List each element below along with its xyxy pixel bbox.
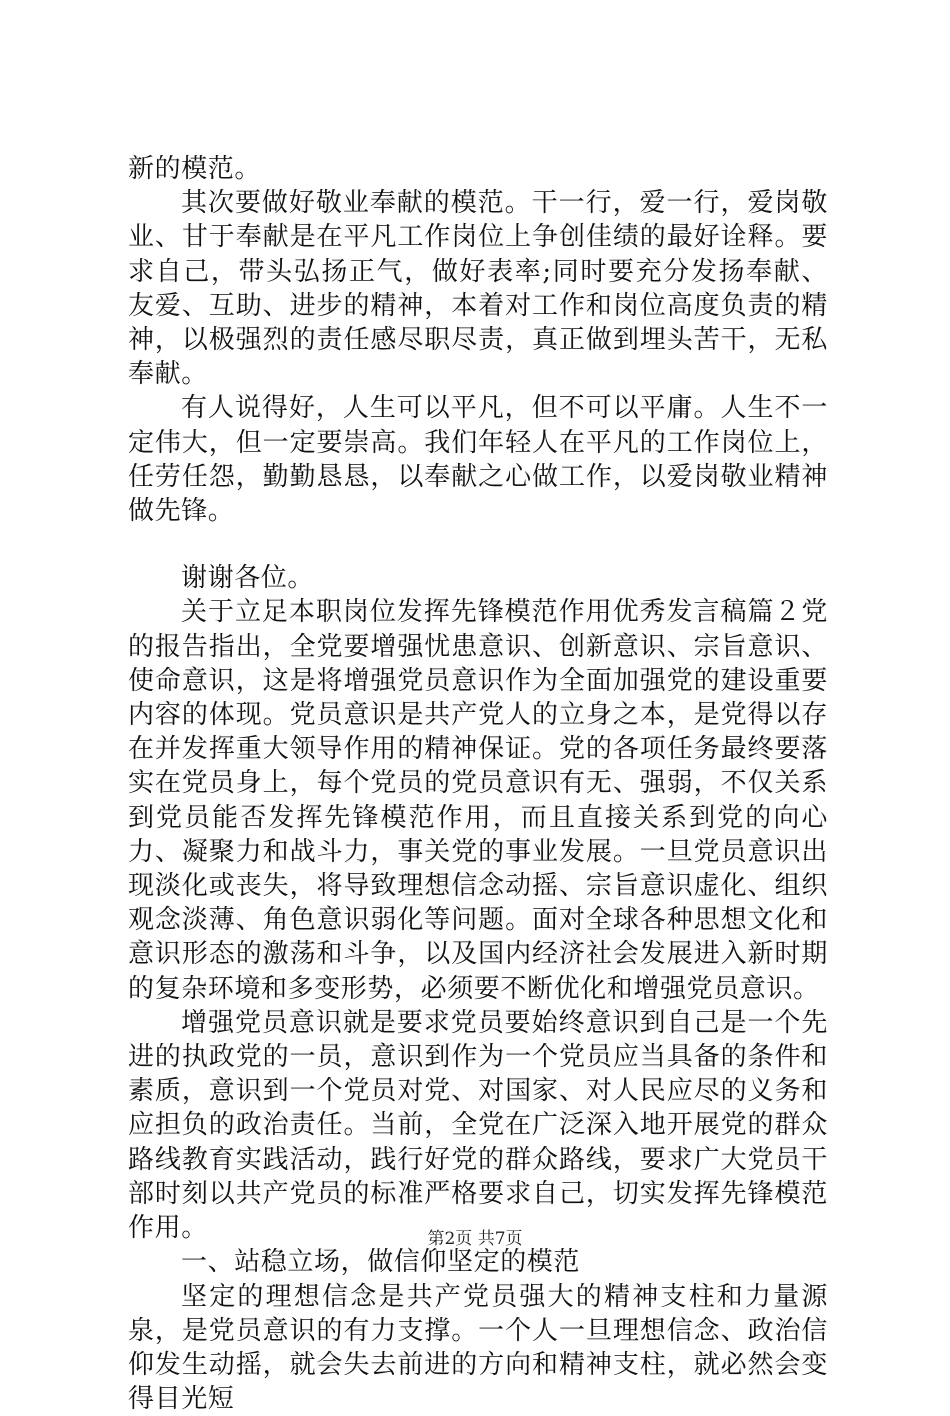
paragraph-party-report: 关于立足本职岗位发挥先锋模范作用优秀发言稿篇２党的报告指出，全党要增强忧患意识、创新意识、宗旨意识、使命意识，这是将增强党员意识作为全面加强党的建设重要内容的体现。党员意识是共产党人的立身之本，是党得以存在并发挥重大领导作用的精神保证。党的各项任务最终要落实在党员身上，每个党员的党员意识有无、强弱，不仅关系到党员能否发挥先锋模范作用，而且直接关系到党的向心力、凝聚力和战斗力，事关党的事业发展。一旦党员意识出现淡化或丧失，将导致理想信念动摇、宗旨意识虚化、组织观念淡薄、角色意识弱化等问题。面对全球各种思想文化和意识形态的激荡和斗争，以及国内经济社会发展进入新时期的复杂环境和多变形势，必须要不断优化和增强党员意识。 [128, 595, 828, 1005]
section-heading: 一、站稳立场，做信仰坚定的模范 [128, 1245, 828, 1279]
paragraph-ordinary-life: 有人说得好，人生可以平凡，但不可以平庸。人生不一定伟大，但一定要崇高。我们年轻人在平凡的工作岗位上，任劳任怨，勤勤恳恳，以奉献之心做工作，以爱岗敬业精神做先锋。 [128, 391, 828, 528]
paragraph-ideals: 坚定的理想信念是共产党员强大的精神支柱和力量源泉，是党员意识的有力支撑。一个人一旦理想信念、政治信仰发生动摇，就会失去前进的方向和精神支柱，就必然会变得目光短 [128, 1280, 828, 1416]
paragraph-gap [128, 528, 828, 561]
paragraph-continuation: 新的模范。 [128, 152, 828, 186]
paragraph-thanks: 谢谢各位。 [128, 561, 828, 595]
paragraph-party-awareness: 增强党员意识就是要求党员要始终意识到自己是一个先进的执政党的一员，意识到作为一个党员应当具备的条件和素质，意识到一个党员对党、对国家、对人民应尽的义务和应担负的政治责任。当前，全党在广泛深入地开展党的群众路线教育实践活动，践行好党的群众路线，要求广大党员干部时刻以共产党员的标准严格要求自己，切实发挥先锋模范作用。 [128, 1006, 828, 1245]
paragraph-dedication: 其次要做好敬业奉献的模范。干一行，爱一行，爱岗敬业、甘于奉献是在平凡工作岗位上争创佳绩的最好诠释。要求自己，带头弘扬正气，做好表率;同时要充分发扬奉献、友爱、互助、进步的精神，本着对工作和岗位高度负责的精神，以极强烈的责任感尽职尽责，真正做到埋头苦干，无私奉献。 [128, 186, 828, 391]
page-number-footer: 第2页 共7页 [0, 1224, 950, 1249]
